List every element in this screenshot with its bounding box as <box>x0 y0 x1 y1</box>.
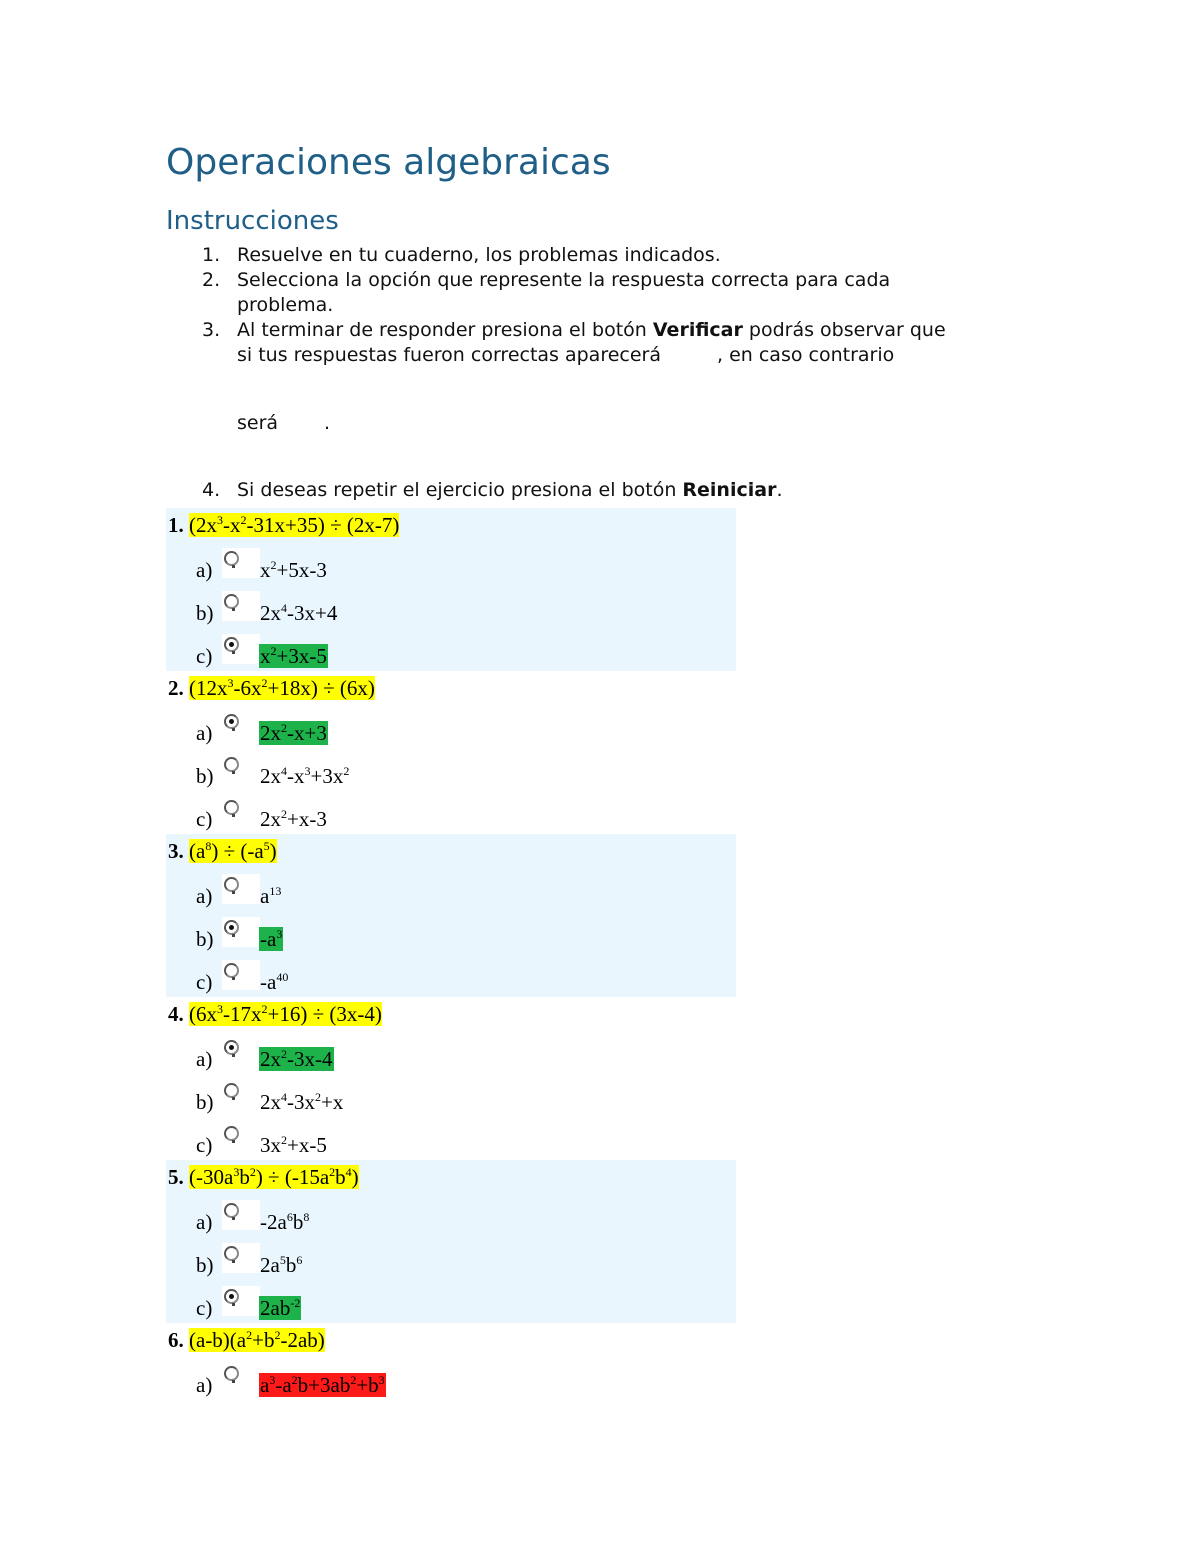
instruction-item-1 <box>166 243 1026 268</box>
option-letter: a) <box>196 884 213 908</box>
radio-button[interactable] <box>222 548 260 578</box>
answer-option <box>166 748 736 791</box>
option-letter: c) <box>196 644 213 668</box>
focus-marker-icon <box>232 651 235 654</box>
option-answer: $2x^2-3x-4$ <box>260 1047 333 1071</box>
instruction-text: , en caso contrario <box>717 344 895 366</box>
answer-option <box>166 911 736 954</box>
instruction-text: . <box>324 412 331 434</box>
option-letter: c) <box>196 1133 213 1157</box>
answer-option <box>166 1280 736 1323</box>
reset-keyword: Reiniciar <box>682 479 777 501</box>
radio-ring-icon <box>224 877 239 892</box>
radio-ring-icon <box>224 1083 239 1098</box>
answer-option <box>166 954 736 997</box>
question-expression: $(a-b)(a^2+b^2-2ab)$ <box>189 1328 325 1352</box>
answer-option <box>166 791 736 834</box>
question-header <box>166 508 736 542</box>
option-answer: $2x^2+x-3$ <box>260 807 327 831</box>
answer-option <box>166 585 736 628</box>
option-letter: a) <box>196 1373 213 1397</box>
question-number: 2. <box>168 676 189 700</box>
option-answer: $x^2+5x-3$ <box>260 558 327 582</box>
instruction-number: 3. <box>202 319 221 341</box>
focus-marker-icon <box>232 1260 235 1263</box>
focus-marker-icon <box>232 608 235 611</box>
instruction-text: Resuelve en tu cuaderno, los problemas indicados. <box>237 244 721 266</box>
instruction-item-2 <box>166 268 1026 318</box>
question-block <box>166 508 736 671</box>
instruction-text: podrás observar que <box>742 319 946 341</box>
radio-button[interactable] <box>222 1363 260 1393</box>
radio-ring-icon <box>224 1366 239 1381</box>
option-answer: $a^{13}$ <box>260 884 282 908</box>
radio-ring-icon <box>224 551 239 566</box>
option-answer: $2ab^{-2}$ <box>260 1296 301 1320</box>
option-answer: $2x^2-x+3$ <box>260 721 327 745</box>
radio-ring-icon <box>224 963 239 978</box>
question-expression: $(-30a^3b^2) \div (-15a^2b^4)$ <box>189 1165 359 1189</box>
radio-dot-icon <box>229 1294 234 1299</box>
option-answer: $2x^4-3x^2+x$ <box>260 1090 344 1114</box>
option-answer: $-a^3$ <box>260 927 283 951</box>
question-number: 1. <box>168 513 189 537</box>
instruction-number: 2. <box>202 269 221 291</box>
focus-marker-icon <box>232 1380 235 1383</box>
option-answer: $-a^{40}$ <box>260 970 289 994</box>
question-header <box>166 997 736 1031</box>
instruction-item-3 <box>166 318 1026 436</box>
option-answer: $-2a^6b^8$ <box>260 1210 310 1234</box>
focus-marker-icon <box>232 977 235 980</box>
question-block <box>166 1160 736 1323</box>
question-header <box>166 671 736 705</box>
instruction-item-4 <box>166 478 1026 503</box>
instruction-text: . <box>776 479 783 501</box>
option-letter: b) <box>196 1090 214 1114</box>
option-answer: $3x^2+x-5$ <box>260 1133 327 1157</box>
radio-button[interactable] <box>222 1080 260 1110</box>
focus-marker-icon <box>232 1054 235 1057</box>
radio-selected[interactable] <box>222 1037 260 1067</box>
page-title: Operaciones algebraicas <box>166 142 611 183</box>
focus-marker-icon <box>232 565 235 568</box>
quiz <box>166 508 736 1400</box>
option-letter: c) <box>196 1296 213 1320</box>
radio-dot-icon <box>229 1045 234 1050</box>
option-answer: $2x^4-x^3+3x^2$ <box>260 764 350 788</box>
question-expression: $(6x^3-17x^2+16) \div (3x-4)$ <box>189 1002 382 1026</box>
focus-marker-icon <box>232 814 235 817</box>
verify-keyword: Verificar <box>652 319 743 341</box>
option-answer: $a^3-a^2b+3ab^2+b^3$ <box>260 1373 385 1397</box>
instruction-number: 1. <box>202 244 221 266</box>
radio-selected[interactable] <box>222 1286 260 1316</box>
answer-option <box>166 1031 736 1074</box>
answer-option <box>166 705 736 748</box>
focus-marker-icon <box>232 934 235 937</box>
question-block <box>166 671 736 834</box>
instructions-list <box>166 243 1026 503</box>
option-letter: a) <box>196 1210 213 1234</box>
radio-ring-icon <box>224 757 239 772</box>
radio-dot-icon <box>229 719 234 724</box>
radio-button[interactable] <box>222 797 260 827</box>
instruction-text: Al terminar de responder presiona el botón <box>237 319 653 341</box>
focus-marker-icon <box>232 1097 235 1100</box>
option-answer: $2x^4-3x+4$ <box>260 601 338 625</box>
question-block <box>166 997 736 1160</box>
radio-dot-icon <box>229 642 234 647</box>
radio-selected[interactable] <box>222 634 260 664</box>
option-letter: a) <box>196 558 213 582</box>
option-letter: b) <box>196 927 214 951</box>
radio-button[interactable] <box>222 1200 260 1230</box>
question-block <box>166 1323 736 1400</box>
option-letter: b) <box>196 601 214 625</box>
radio-ring-icon <box>224 1246 239 1261</box>
instruction-text: será <box>237 412 279 434</box>
option-letter: a) <box>196 721 213 745</box>
answer-option <box>166 1357 736 1400</box>
question-header <box>166 1323 736 1357</box>
radio-button[interactable] <box>222 1123 260 1153</box>
instruction-text: Selecciona la opción que represente la respuesta correcta para cada <box>237 269 891 291</box>
answer-option <box>166 542 736 585</box>
focus-marker-icon <box>232 771 235 774</box>
radio-ring-icon <box>224 800 239 815</box>
instructions-heading: Instrucciones <box>166 206 339 236</box>
radio-button[interactable] <box>222 591 260 621</box>
radio-button[interactable] <box>222 874 260 904</box>
answer-option <box>166 1074 736 1117</box>
question-header <box>166 1160 736 1194</box>
option-letter: b) <box>196 764 214 788</box>
instruction-number: 4. <box>202 479 221 501</box>
option-answer: $x^2+3x-5$ <box>260 644 327 668</box>
question-number: 5. <box>168 1165 189 1189</box>
option-letter: b) <box>196 1253 214 1277</box>
instruction-text: problema. <box>237 294 334 316</box>
question-number: 3. <box>168 839 189 863</box>
option-letter: a) <box>196 1047 213 1071</box>
radio-dot-icon <box>229 925 234 930</box>
question-expression: $(12x^3-6x^2+18x) \div (6x)$ <box>189 676 375 700</box>
radio-selected[interactable] <box>222 917 260 947</box>
answer-option <box>166 1194 736 1237</box>
radio-ring-icon <box>224 1126 239 1141</box>
option-answer: $2a^5b^6$ <box>260 1253 303 1277</box>
question-header <box>166 834 736 868</box>
focus-marker-icon <box>232 1217 235 1220</box>
instruction-text: Si deseas repetir el ejercicio presiona el botón <box>237 479 683 501</box>
question-number: 6. <box>168 1328 189 1352</box>
answer-option <box>166 1117 736 1160</box>
radio-button[interactable] <box>222 960 260 990</box>
instruction-text: si tus respuestas fueron correctas aparecerá <box>237 344 662 366</box>
focus-marker-icon <box>232 728 235 731</box>
focus-marker-icon <box>232 1303 235 1306</box>
option-letter: c) <box>196 807 213 831</box>
answer-option <box>166 868 736 911</box>
answer-option <box>166 1237 736 1280</box>
focus-marker-icon <box>232 891 235 894</box>
question-block <box>166 834 736 997</box>
question-expression: $(a^8) \div (-a^5)$ <box>189 839 277 863</box>
radio-button[interactable] <box>222 754 260 784</box>
radio-button[interactable] <box>222 1243 260 1273</box>
radio-ring-icon <box>224 594 239 609</box>
option-letter: c) <box>196 970 213 994</box>
focus-marker-icon <box>232 1140 235 1143</box>
question-number: 4. <box>168 1002 189 1026</box>
radio-selected[interactable] <box>222 711 260 741</box>
answer-option <box>166 628 736 671</box>
radio-ring-icon <box>224 1203 239 1218</box>
question-expression: $(2x^3-x^2-31x+35) \div (2x-7)$ <box>189 513 400 537</box>
